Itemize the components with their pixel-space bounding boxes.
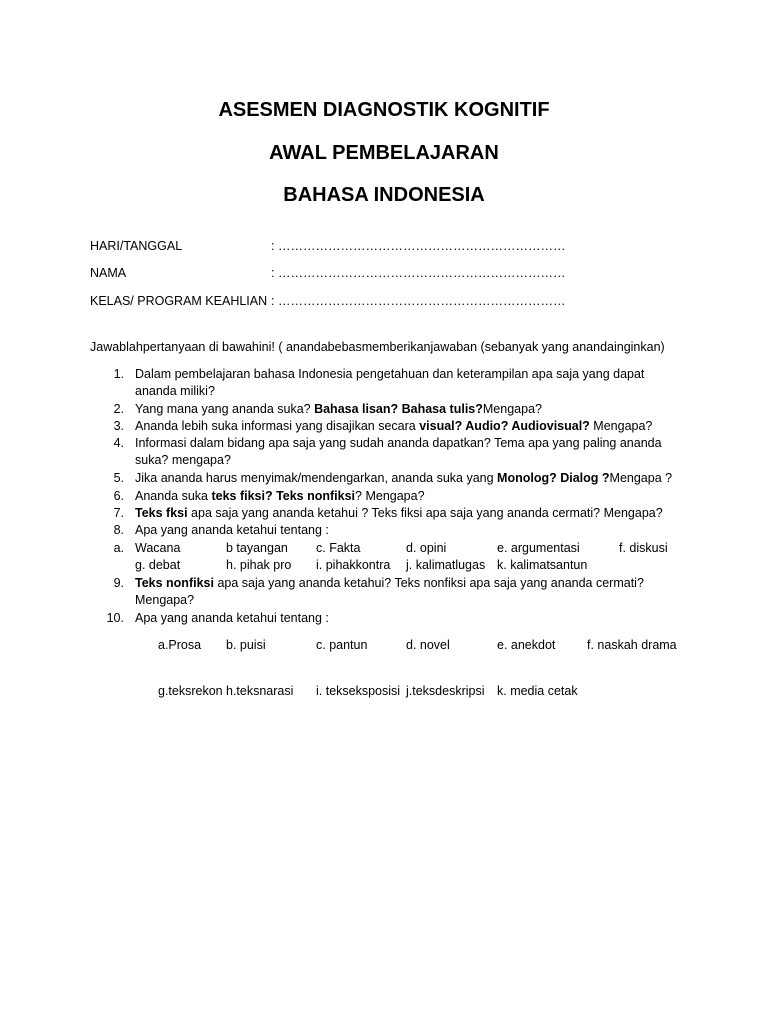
option-item: c. pantun bbox=[316, 638, 368, 652]
meta-field-name: : …………………………………………………………… bbox=[271, 266, 566, 280]
question-emphasis: Teks fksi bbox=[135, 506, 188, 520]
option-item: g.teksrekon bbox=[158, 684, 223, 698]
question-text: apa saja yang ananda ketahui? Teks nonfiksi apa saja yang ananda cermati? bbox=[213, 576, 644, 590]
option-item: j.teksdeskripsi bbox=[406, 684, 485, 698]
question-text: Yang mana yang ananda suka? bbox=[135, 402, 315, 416]
question-number: 1. bbox=[113, 367, 124, 381]
question-emphasis: Monolog? Dialog ? bbox=[497, 471, 610, 485]
question-text-end: ? Mengapa? bbox=[355, 489, 425, 503]
meta-field-class: : …………………………………………………………… bbox=[271, 294, 566, 308]
title-line-3: BAHASA INDONESIA bbox=[283, 184, 485, 206]
question-text-end: apa saja yang ananda ketahui ? Teks fiksi apa saja yang ananda cermati? Mengapa? bbox=[187, 506, 663, 520]
question-number: 4. bbox=[113, 436, 124, 450]
option-item: b tayangan bbox=[226, 541, 288, 555]
instruction-text: Jawablahpertanyaan di bawahini! ( anandabebasmemberikanjawaban (sebanyak yang anandainginkan) bbox=[90, 340, 665, 354]
option-item: j. kalimatlugas bbox=[406, 558, 486, 572]
question-text-end: Mengapa ? bbox=[609, 471, 673, 485]
question-number: 2. bbox=[113, 402, 124, 416]
question-emphasis: visual? Audio? Audiovisual? bbox=[419, 419, 590, 433]
meta-field-date: : …………………………………………………………… bbox=[271, 239, 566, 253]
question-text: Ananda lebih suka informasi yang disajikan secara bbox=[135, 419, 420, 433]
option-item: f. naskah drama bbox=[587, 638, 677, 652]
question-number: 6. bbox=[113, 489, 124, 503]
title-line-1: ASESMEN DIAGNOSTIK KOGNITIF bbox=[218, 99, 550, 121]
question-text: Apa yang ananda ketahui tentang : bbox=[135, 523, 329, 537]
option-item: a.Prosa bbox=[158, 638, 202, 652]
option-item: c. Fakta bbox=[316, 541, 361, 555]
option-list-marker: a. bbox=[113, 541, 124, 555]
question-text: Dalam pembelajaran bahasa Indonesia pengetahuan dan keterampilan apa saja yang dapat bbox=[135, 367, 645, 381]
option-item: g. debat bbox=[135, 558, 181, 572]
question-text: Informasi dalam bidang apa saja yang sudah ananda dapatkan? Tema apa yang paling ananda bbox=[135, 436, 662, 450]
option-item: f. diskusi bbox=[619, 541, 668, 555]
option-item: h.teksnarasi bbox=[226, 684, 294, 698]
question-number: 10. bbox=[106, 611, 124, 625]
option-item: e. argumentasi bbox=[497, 541, 580, 555]
question-text-cont: suka? mengapa? bbox=[135, 453, 231, 468]
option-item: k. kalimatsantun bbox=[497, 558, 588, 572]
question-text-cont: Mengapa? bbox=[135, 593, 195, 608]
question-emphasis: teks fiksi? Teks nonfiksi bbox=[211, 489, 356, 503]
question-number: 9. bbox=[113, 576, 124, 590]
question-text: Ananda suka bbox=[135, 489, 212, 503]
option-item: d. novel bbox=[406, 638, 450, 652]
question-emphasis: Teks nonfiksi bbox=[135, 576, 214, 590]
option-item: i. pihakkontra bbox=[316, 558, 391, 572]
meta-label-class: KELAS/ PROGRAM KEAHLIAN bbox=[90, 294, 268, 308]
question-text-end: Mengapa? bbox=[589, 419, 653, 433]
title-line-2: AWAL PEMBELAJARAN bbox=[269, 142, 499, 164]
question-text: Apa yang ananda ketahui tentang : bbox=[135, 611, 329, 625]
question-text-end: Mengapa? bbox=[482, 402, 542, 416]
question-number: 3. bbox=[113, 419, 124, 433]
question-number: 8. bbox=[113, 523, 124, 537]
meta-label-name: NAMA bbox=[90, 266, 127, 280]
question-text-cont: ananda miliki? bbox=[135, 384, 215, 399]
option-item: b. puisi bbox=[226, 638, 266, 652]
question-text: Jika ananda harus menyimak/mendengarkan, ananda suka yang bbox=[135, 471, 498, 485]
option-item: i. tekseksposisi bbox=[316, 684, 401, 698]
option-item: d. opini bbox=[406, 541, 447, 555]
option-item: Wacana bbox=[135, 541, 181, 555]
question-emphasis: Bahasa lisan? Bahasa tulis? bbox=[314, 402, 483, 416]
option-item: h. pihak pro bbox=[226, 558, 292, 572]
meta-label-date: HARI/TANGGAL bbox=[90, 239, 183, 253]
question-number: 7. bbox=[113, 506, 124, 520]
option-item: k. media cetak bbox=[497, 684, 578, 698]
question-number: 5. bbox=[113, 471, 124, 485]
option-item: e. anekdot bbox=[497, 638, 556, 652]
